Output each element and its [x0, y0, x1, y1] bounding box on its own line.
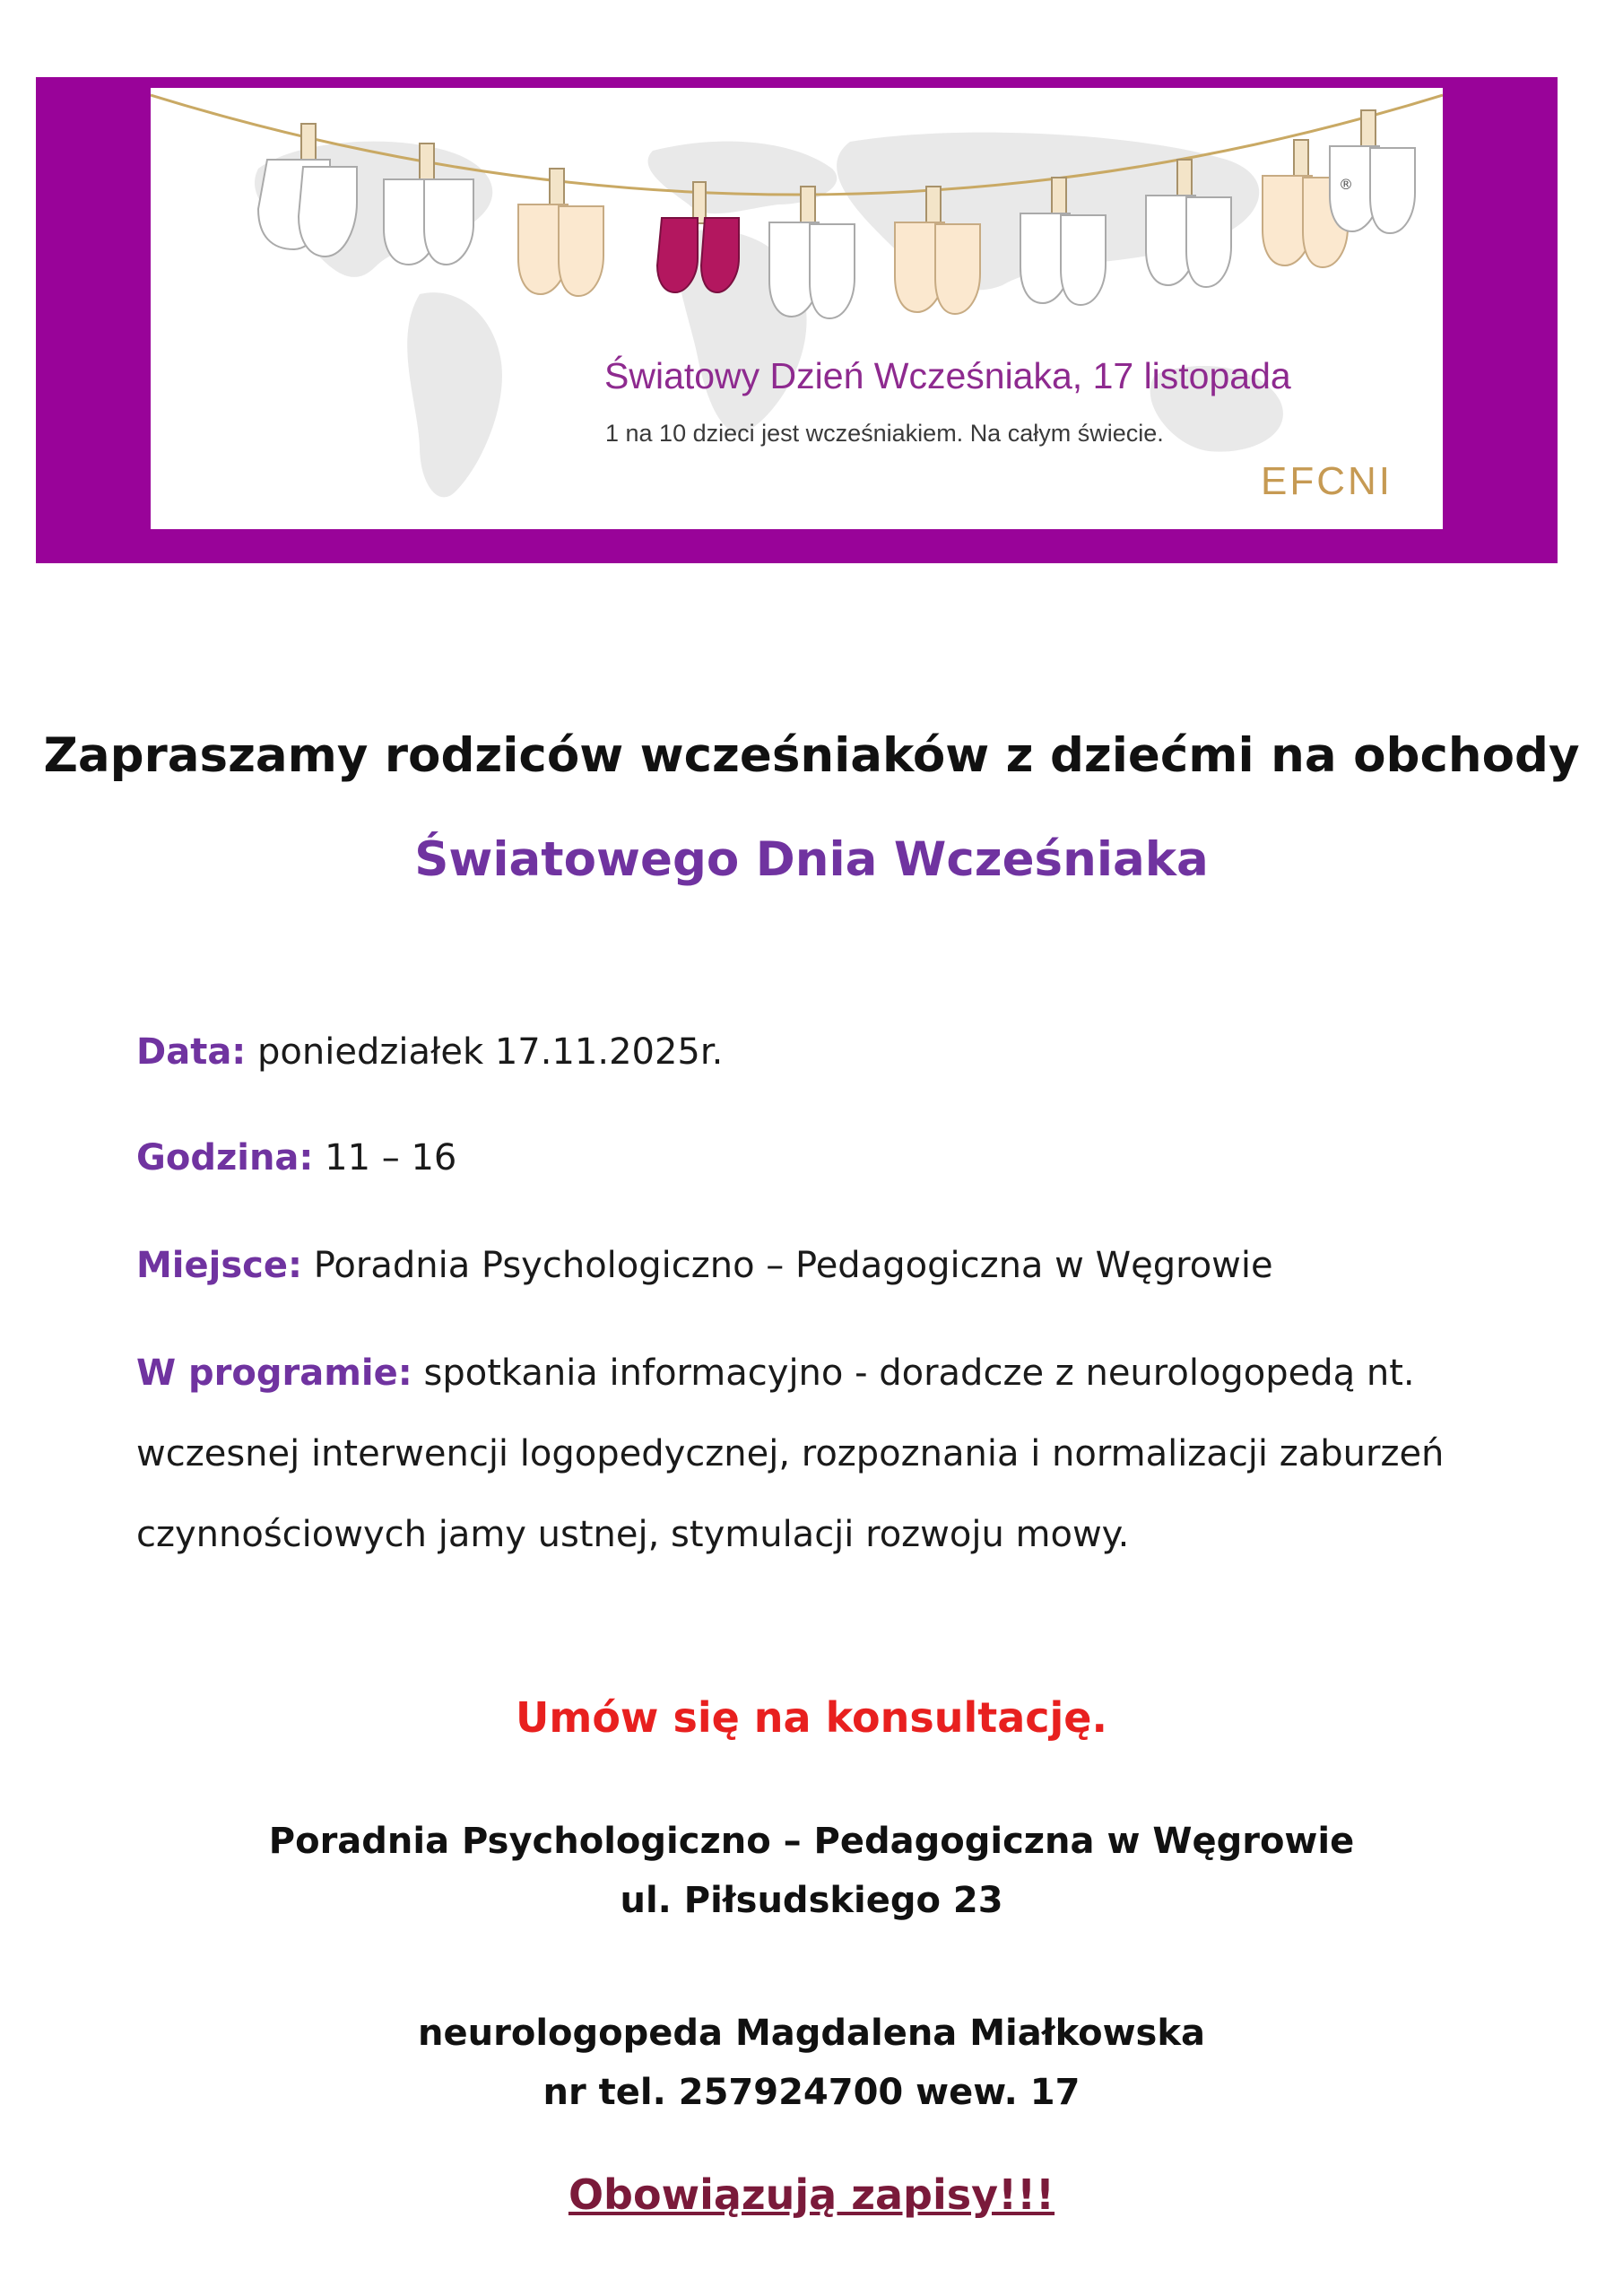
contact-street: ul. Piłsudskiego 23 [620, 1880, 1003, 1921]
contact-institution: Poradnia Psychologiczno – Pedagogiczna w Węgrowie [268, 1821, 1355, 1862]
time-value: 11 – 16 [325, 1137, 457, 1178]
program-line-2: wczesnej interwencji logopedycznej, rozpoznania i normalizacji zaburzeń [136, 1433, 1445, 1474]
place-value: Poradnia Psychologiczno – Pedagogiczna w Węgrowie [313, 1245, 1273, 1286]
banner-image [151, 88, 1443, 529]
registered-mark: ® [1339, 176, 1353, 193]
invitation-subheading: Światowego Dnia Wcześniaka [414, 832, 1209, 887]
program-line-1: spotkania informacyjno - doradcze z neurologopedą nt. [423, 1352, 1415, 1394]
place-label: Miejsce: [136, 1245, 302, 1286]
invitation-heading: Zapraszamy rodziców wcześniaków z dziećmi na obchody [43, 728, 1580, 783]
contact-person: neurologopeda Magdalena Miałkowska [418, 2013, 1205, 2054]
clothesline-illustration [151, 88, 1443, 529]
place-row [136, 1245, 1273, 1286]
contact-phone: nr tel. 257924700 wew. 17 [542, 2072, 1081, 2113]
registration-note: Obowiązują zapisy!!! [568, 2170, 1055, 2219]
program-row [136, 1352, 1415, 1394]
date-value: poniedziałek 17.11.2025r. [257, 1031, 724, 1073]
efcni-logo: EFCNI [1261, 459, 1393, 503]
banner-title: Światowy Dzień Wcześniaka, 17 listopada [604, 355, 1291, 396]
banner [36, 77, 1558, 563]
time-row [136, 1137, 456, 1178]
banner-subtitle: 1 na 10 dzieci jest wcześniakiem. Na całym świecie. [605, 420, 1164, 447]
program-label: W programie: [136, 1352, 412, 1394]
time-label: Godzina: [136, 1137, 314, 1178]
date-label: Data: [136, 1031, 247, 1073]
consultation-cta: Umów się na konsultację. [516, 1693, 1107, 1742]
date-row [136, 1031, 723, 1073]
program-line-3: czynnościowych jamy ustnej, stymulacji rozwoju mowy. [136, 1514, 1130, 1555]
